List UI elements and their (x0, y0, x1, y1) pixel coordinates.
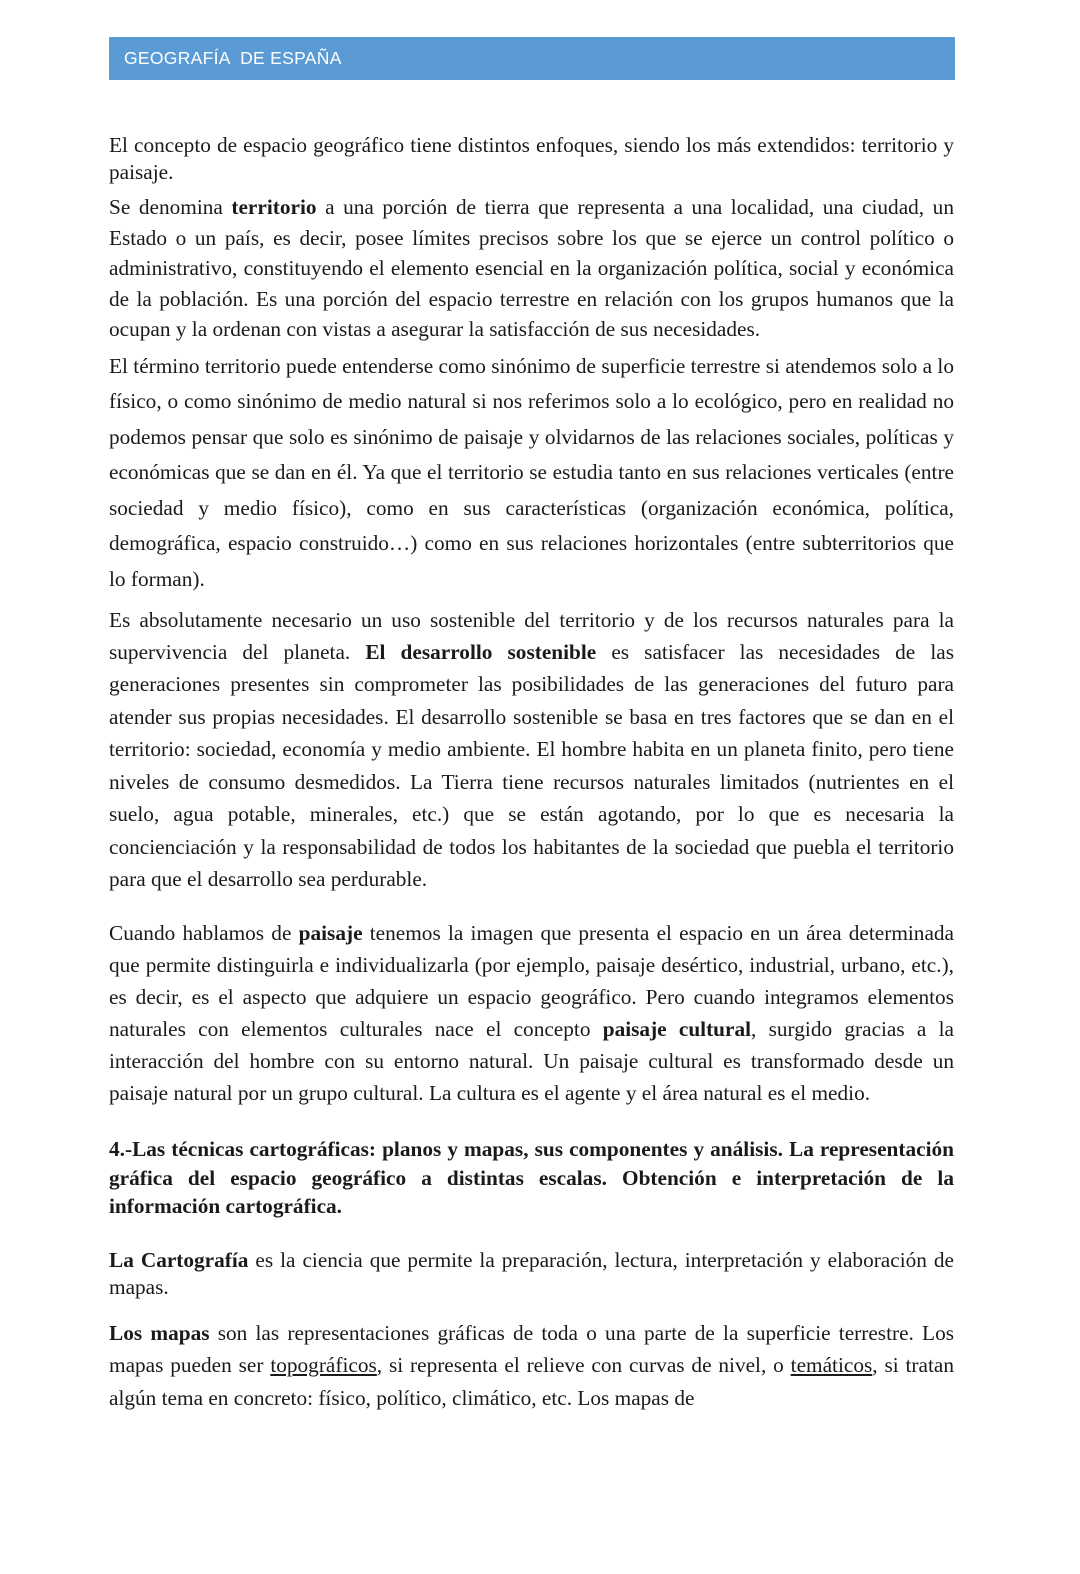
text-run: es satisfacer las necesidades de las generaciones presentes sin comprometer las posibilidades de las generaciones del futuro para atender sus propias necesidades. El desarrollo sostenible se basa en tres factores que se dan en el territorio: sociedad, economía y medio ambiente. El hombre habita en un planeta finito, pero tiene niveles de consumo desmedidos. La Tierra tiene recursos naturales limitados (nutrientes en el suelo, agua potable, minerales, etc.) que se están agotando, por lo que es necesaria la concienciación y la responsabilidad de todos los habitantes de la sociedad que puebla el territorio para que el desarrollo sea perdurable. (109, 640, 954, 891)
text-run: Se denomina (109, 195, 232, 219)
paragraph-desarrollo-sostenible (109, 604, 954, 896)
paragraph-paisaje (109, 917, 954, 1109)
term-cartografia: La Cartografía (109, 1247, 249, 1272)
paragraph-cartografia (109, 1247, 954, 1301)
paragraph-mapas (109, 1317, 954, 1414)
term-tematicos: temáticos (790, 1353, 873, 1378)
text-run: Cuando hablamos de (109, 921, 299, 946)
term-mapas: Los mapas (109, 1320, 210, 1345)
text-run: tenemos la imagen que presenta el espacio en un área determinada que permite distinguirla e individualizarla (por ejemplo, paisaje desértico, industrial, urbano, etc.), es decir, es el aspecto que adquiere un espacio geográfico. Pero cuando integramos elementos naturales con elementos culturales nace el concepto (109, 921, 954, 1042)
header-bar (109, 37, 955, 80)
text-run: , surgido gracias a la interacción del hombre con su entorno natural. Un paisaje cultural es transformado desde un paisaje natural por un grupo cultural. La cultura es el agente y el área natural es el medio. (109, 1017, 954, 1106)
paragraph-termino-territorio: El término territorio puede entenderse como sinónimo de superficie terrestre si atendemos solo a lo físico, o como sinónimo de medio natural si nos referimos solo a lo ecológico, pero en realidad no podemos pensar que solo es sinónimo de paisaje y olvidarnos de las relaciones sociales, políticas y económicas que se dan en él. Ya que el territorio se estudia tanto en sus relaciones verticales (entre sociedad y medio físico), como en sus características (organización económica, política, demográfica, espacio construido…) como en sus relaciones horizontales (entre subterritorios que lo forman). (109, 353, 954, 592)
term-paisaje-cultural: paisaje cultural (602, 1017, 752, 1042)
text-run: , si representa el relieve con curvas de nivel, o (376, 1353, 791, 1378)
text-run: Es absolutamente necesario un uso sostenible del territorio y de los recursos naturales para la supervivencia del planeta. (109, 607, 954, 665)
term-paisaje: paisaje (298, 921, 363, 946)
term-topograficos: topográficos (270, 1353, 377, 1378)
term-territorio: territorio (231, 195, 317, 219)
paragraph-territorio (109, 192, 954, 345)
text-run: a una porción de tierra que representa a una localidad, una ciudad, un Estado o un país, es decir, posee límites precisos sobre los que se ejerce un control político o administrativo, constituyendo el elemento esencial en la organización política, social y económica de la población. Es una porción del espacio terrestre en relación con los grupos humanos que la ocupan y la ordenan con vistas a asegurar la satisfacción de sus necesidades. (109, 195, 954, 341)
header-title: GEOGRAFÍA DE ESPAÑA (124, 48, 342, 68)
text-run: es la ciencia que permite la preparación, lectura, interpretación y elaboración de mapas. (109, 1247, 954, 1299)
text-run: , si tratan algún tema en concreto: físico, político, climático, etc. Los mapas de (109, 1353, 954, 1410)
text-run: son las representaciones gráficas de toda o una parte de la superficie terrestre. Los mapas pueden ser (109, 1320, 954, 1378)
section-heading: 4.-Las técnicas cartográficas: planos y mapas, sus componentes y análisis. La representación gráfica del espacio geográfico a distintas escalas. Obtención e interpretación de la información cartográfica. (109, 1137, 954, 1219)
paragraph-concept: El concepto de espacio geográfico tiene distintos enfoques, siendo los más extendidos: territorio y paisaje. (109, 133, 954, 184)
document-body (109, 132, 954, 1414)
term-desarrollo-sostenible: El desarrollo sostenible (365, 640, 597, 665)
